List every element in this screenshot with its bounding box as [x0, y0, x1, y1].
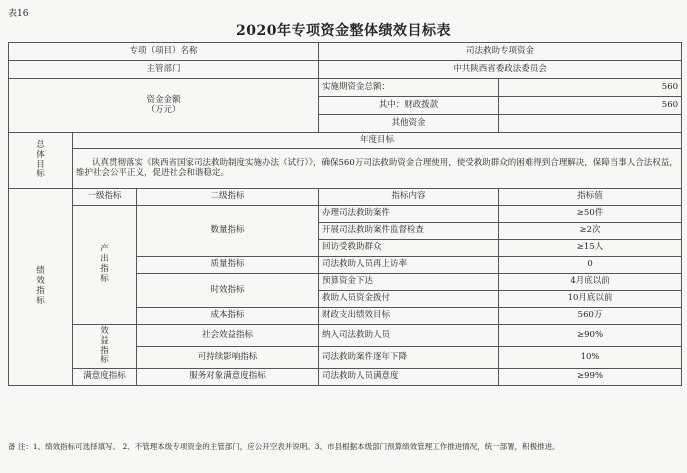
- document-title: 2020年专项资金整体绩效目标表: [236, 23, 451, 39]
- footnote: 备 注：1、绩效指标可选择填写。 2、不管理本级专项资金的主管部门，应公开空表并说明。3、市县根据本级部门预算绩效管理工作推进情况，统一部署，积极推进。: [8, 442, 560, 451]
- dept-row: [9, 61, 682, 79]
- indicator-content: 预算资金下达: [319, 274, 499, 291]
- cost-indicator-label: 成本指标: [137, 308, 319, 325]
- col-value-header: 指标值: [499, 189, 682, 206]
- benefit-indicator-label: [73, 325, 137, 369]
- service-satisfaction-label: 服务对象满意度指标: [137, 369, 319, 386]
- fund-total-label: 实施期资金总额：: [319, 79, 499, 97]
- fund-fiscal-value: 560: [499, 97, 682, 115]
- indicator-content: 救助人员资金拨付: [319, 291, 499, 308]
- indicator-value: 560万: [499, 308, 682, 325]
- indicator-content: 司法救助案件逐年下降: [319, 347, 499, 369]
- indicator-value: ≥90%: [499, 325, 682, 347]
- dept-label: 主管部门: [9, 61, 319, 79]
- indicator-value: ≥2次: [499, 223, 682, 240]
- annual-goal-text: 认真贯彻落实《陕西省国家司法救助制度实施办法（试行）》，确保560万司法救助资金合理使用，使受救助群众的困难得到合理解决，保障当事人合法权益，维护社会公平正义，促进社会和谐稳定。: [73, 149, 682, 189]
- sustainable-impact-label: 可持续影响指标: [137, 347, 319, 369]
- overall-goal-label: [9, 133, 73, 189]
- performance-target-table: [8, 42, 682, 386]
- social-benefit-label: 社会效益指标: [137, 325, 319, 347]
- indicator-content: 回访受救助群众: [319, 240, 499, 257]
- indicator-content: 纳入司法救助人员: [319, 325, 499, 347]
- timeliness-indicator-label: 时效指标: [137, 274, 319, 308]
- fund-total-value: 560: [499, 79, 682, 97]
- indicator-value: ≥99%: [499, 369, 682, 386]
- table-row: [9, 369, 682, 386]
- col-content-header: 指标内容: [319, 189, 499, 206]
- fund-amount-label: [9, 79, 319, 133]
- project-row: [9, 43, 682, 61]
- fund-label-line1: 资金金额: [146, 94, 181, 105]
- quantity-indicator-label: 数量指标: [137, 206, 319, 257]
- indicator-value: 4月底以前: [499, 274, 682, 291]
- col-level1-header: 一级指标: [73, 189, 137, 206]
- indicator-content: 司法救助人员再上访率: [319, 257, 499, 274]
- fund-other-label: 其他资金: [319, 115, 499, 133]
- fund-total-row: [9, 79, 682, 97]
- table-number: 表16: [8, 9, 29, 19]
- indicator-value: 10月底以前: [499, 291, 682, 308]
- output-indicator-label: [73, 206, 137, 325]
- indicator-value: 10%: [499, 347, 682, 369]
- indicator-content: 财政支出绩效目标: [319, 308, 499, 325]
- indicator-content: 司法救助人员满意度: [319, 369, 499, 386]
- performance-indicator-label: [9, 189, 73, 386]
- annual-goal-header-row: [9, 133, 682, 149]
- project-value: 司法救助专项资金: [319, 43, 682, 61]
- fund-fiscal-label: 其中：财政拨款: [319, 97, 499, 115]
- annual-goal-row: [9, 149, 682, 189]
- fund-other-value: [499, 115, 682, 133]
- dept-value: 中共陕西省委政法委员会: [319, 61, 682, 79]
- indicator-content: 开展司法救助案件监督检查: [319, 223, 499, 240]
- quality-indicator-label: 质量指标: [137, 257, 319, 274]
- indicator-header-row: [9, 189, 682, 206]
- indicator-content: 办理司法救助案件: [319, 206, 499, 223]
- indicator-value: 0: [499, 257, 682, 274]
- satisfaction-indicator-label: 满意度指标: [73, 369, 137, 386]
- output-indicator-text: 产出指标: [100, 244, 109, 284]
- table-row: [9, 325, 682, 347]
- annual-goal-label: 年度目标: [73, 133, 682, 149]
- table-row: [9, 206, 682, 223]
- indicator-value: ≥50件: [499, 206, 682, 223]
- benefit-indicator-text: 效益指标: [100, 325, 109, 366]
- overall-goal-text: 总体目标: [36, 139, 45, 180]
- fund-label-line2: （万元）: [146, 104, 181, 115]
- indicator-value: ≥15人: [499, 240, 682, 257]
- performance-indicator-text: 绩效指标: [36, 266, 45, 306]
- project-label: 专项（项目）名称: [9, 43, 319, 61]
- col-level2-header: 二级指标: [137, 189, 319, 206]
